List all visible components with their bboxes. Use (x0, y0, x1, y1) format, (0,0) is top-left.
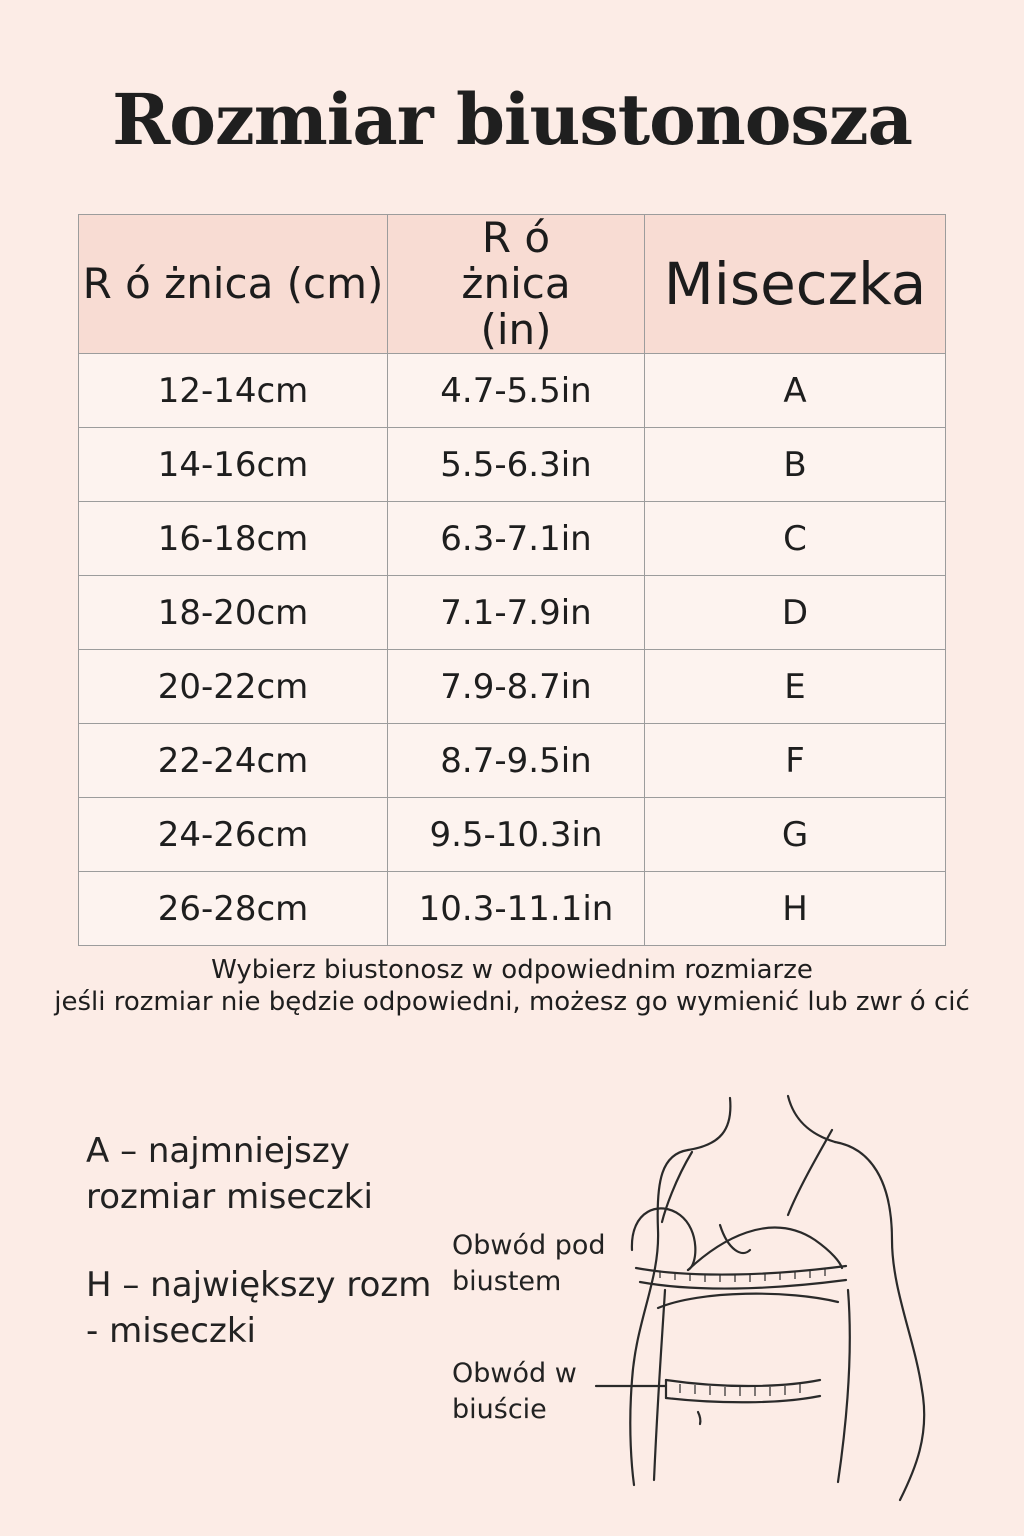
table-row (79, 724, 946, 798)
table-row (79, 650, 946, 724)
header-difference-cm: R ó żnica (cm) (79, 215, 388, 354)
label-bust: Obwód w biuście (452, 1358, 577, 1425)
header-cup: Miseczka (645, 215, 946, 354)
table-row (79, 872, 946, 946)
cell-in: 4.7-5.5in (388, 354, 645, 428)
table-row (79, 576, 946, 650)
waist-tape-bottom (666, 1396, 820, 1402)
band-lower-line (658, 1294, 838, 1308)
table-row (79, 354, 946, 428)
left-arm-outline (630, 1150, 688, 1485)
cell-cup: B (645, 428, 946, 502)
cell-in: 5.5-6.3in (388, 428, 645, 502)
underbust-band-top (636, 1266, 846, 1275)
label-underbust: Obwód pod biustem (452, 1230, 606, 1297)
size-table (78, 214, 946, 946)
page-title: Rozmiar biustonosza (112, 78, 912, 161)
cell-cup: D (645, 576, 946, 650)
right-side-line (838, 1290, 850, 1482)
cell-in: 7.1-7.9in (388, 576, 645, 650)
cell-in: 10.3-11.1in (388, 872, 645, 946)
underbust-band-bottom (640, 1280, 846, 1289)
cell-in: 9.5-10.3in (388, 798, 645, 872)
cell-cup: C (645, 502, 946, 576)
legend-largest-cup: H – największy rozm - miseczki (86, 1265, 432, 1351)
note-line-1: Wybierz biustonosz w odpowiednim rozmiarze (211, 955, 813, 985)
cell-cm: 14-16cm (79, 428, 388, 502)
waist-tape-top (666, 1380, 820, 1386)
header-difference-in (388, 215, 645, 354)
torso-illustration (570, 1090, 990, 1510)
note-line-2: jeśli rozmiar nie będzie odpowiedni, możesz go wymienić lub zwr ó cić (54, 987, 970, 1017)
neck-left-line (688, 1098, 730, 1150)
right-cup (688, 1228, 842, 1270)
cell-in: 6.3-7.1in (388, 502, 645, 576)
cell-cm: 26-28cm (79, 872, 388, 946)
cell-cm: 20-22cm (79, 650, 388, 724)
navel-line (698, 1412, 700, 1424)
cell-in: 7.9-8.7in (388, 650, 645, 724)
cell-cup: A (645, 354, 946, 428)
cell-cm: 12-14cm (79, 354, 388, 428)
table-row (79, 502, 946, 576)
cell-cup: H (645, 872, 946, 946)
header-difference-in-label: R ó żnica (in) (461, 213, 571, 354)
right-strap (788, 1130, 832, 1215)
cell-cup: G (645, 798, 946, 872)
cell-in: 8.7-9.5in (388, 724, 645, 798)
cleavage-line (720, 1225, 750, 1253)
cell-cm: 22-24cm (79, 724, 388, 798)
right-arm-outline (835, 1142, 924, 1500)
cell-cm: 16-18cm (79, 502, 388, 576)
legend-smallest-cup: A – najmniejszy rozmiar miseczki (86, 1131, 373, 1217)
cell-cm: 18-20cm (79, 576, 388, 650)
cell-cup: E (645, 650, 946, 724)
table-row (79, 428, 946, 502)
cell-cup: F (645, 724, 946, 798)
table-row (79, 798, 946, 872)
table-header-row (79, 215, 946, 354)
cell-cm: 24-26cm (79, 798, 388, 872)
